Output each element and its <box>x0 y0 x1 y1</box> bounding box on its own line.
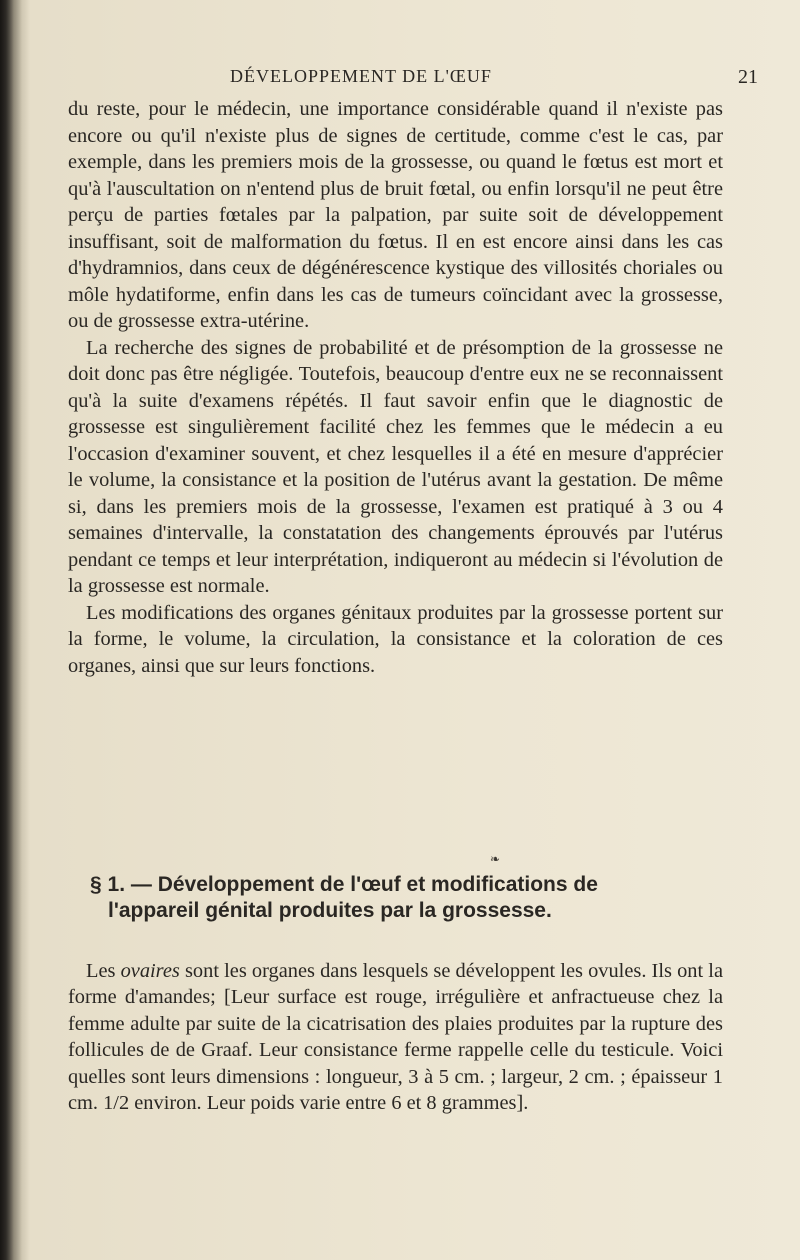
section-body-text <box>68 958 723 1116</box>
paragraph-ovaries-rest: sont les organes dans lesquels se développent les ovules. Ils ont la forme d'amandes; [Leur surface est rouge, irrégulière et anfractueuse chez la femme adulte par suite de la cicatrisation des plaies produites par la rupture des follicules de de Graaf. Leur consistance ferme rappelle celle du testicule. Voici quelles sont leurs dimensions : longueur, 3 à 5 cm. ; largeur, 2 cm. ; épaisseur 1 cm. 1/2 environ. Leur poids varie entre 6 et 8 grammes]. <box>68 960 723 1115</box>
paragraph-continuation: du reste, pour le médecin, une importance considérable quand il n'existe pas encore ou qu'il n'existe plus de signes de certitude, comme c'est le cas, par exemple, dans les premiers mois de la grossesse, ou quand le fœtus est mort et qu'à l'auscultation on n'entend plus de bruit fœtal, ou enfin lorsqu'il ne peut être perçu de parties fœtales par la palpation, par suite soit de développement insuffisant, soit de malformation du fœtus. Il en est encore ainsi dans les cas d'hydramnios, dans ceux de dégénérescence kystique des villosités choriales ou môle hydatiforme, enfin dans les cas de tumeurs coïncidant avec la grossesse, ou de grossesse extra-utérine. <box>68 98 723 332</box>
term-ovaires: ovaires <box>120 960 180 982</box>
running-head <box>68 60 764 90</box>
running-title: DÉVELOPPEMENT DE L'ŒUF <box>230 66 492 86</box>
paragraph-modifications: Les modifications des organes génitaux produites par la grossesse portent sur la forme, le volume, la circulation, la consistance et la coloration de ces organes, ainsi que sur leurs fonctions. <box>68 601 723 677</box>
section-heading <box>90 872 710 924</box>
paragraph-ovaries <box>68 958 723 1116</box>
binding-shadow <box>0 0 22 1260</box>
paragraph-signs: La recherche des signes de probabilité et de présomption de la grossesse ne doit donc pas être négligée. Toutefois, beaucoup d'entre eux ne se reconnaissent qu'à la suite d'examens répétés. Il faut savoir enfin que le diagnostic de grossesse est singulièrement facilité chez les femmes que le médecin a eu l'occasion d'examiner souvent, et chez lesquelles il a été en mesure d'apprécier le volume, la consistance et la position de l'utérus avant la gestation. De même si, dans les premiers mois de la grossesse, l'examen est pratiqué à 3 ou 4 semaines d'intervalle, la constatation des changements éprouvés par l'utérus pendant ce temps et leur interprétation, indiqueront au médecin si l'évolution de la grossesse est normale. <box>68 336 723 597</box>
section-heading-line-1: § 1. — Développement de l'œuf et modifications de <box>90 873 598 896</box>
body-text <box>68 96 723 679</box>
paragraph-ovaries-lead: Les <box>86 960 121 982</box>
page-number: 21 <box>738 66 758 88</box>
ornament-mark: ❧ <box>490 852 501 866</box>
section-heading-line-2: l'appareil génital produites par la grossesse. <box>108 899 552 922</box>
